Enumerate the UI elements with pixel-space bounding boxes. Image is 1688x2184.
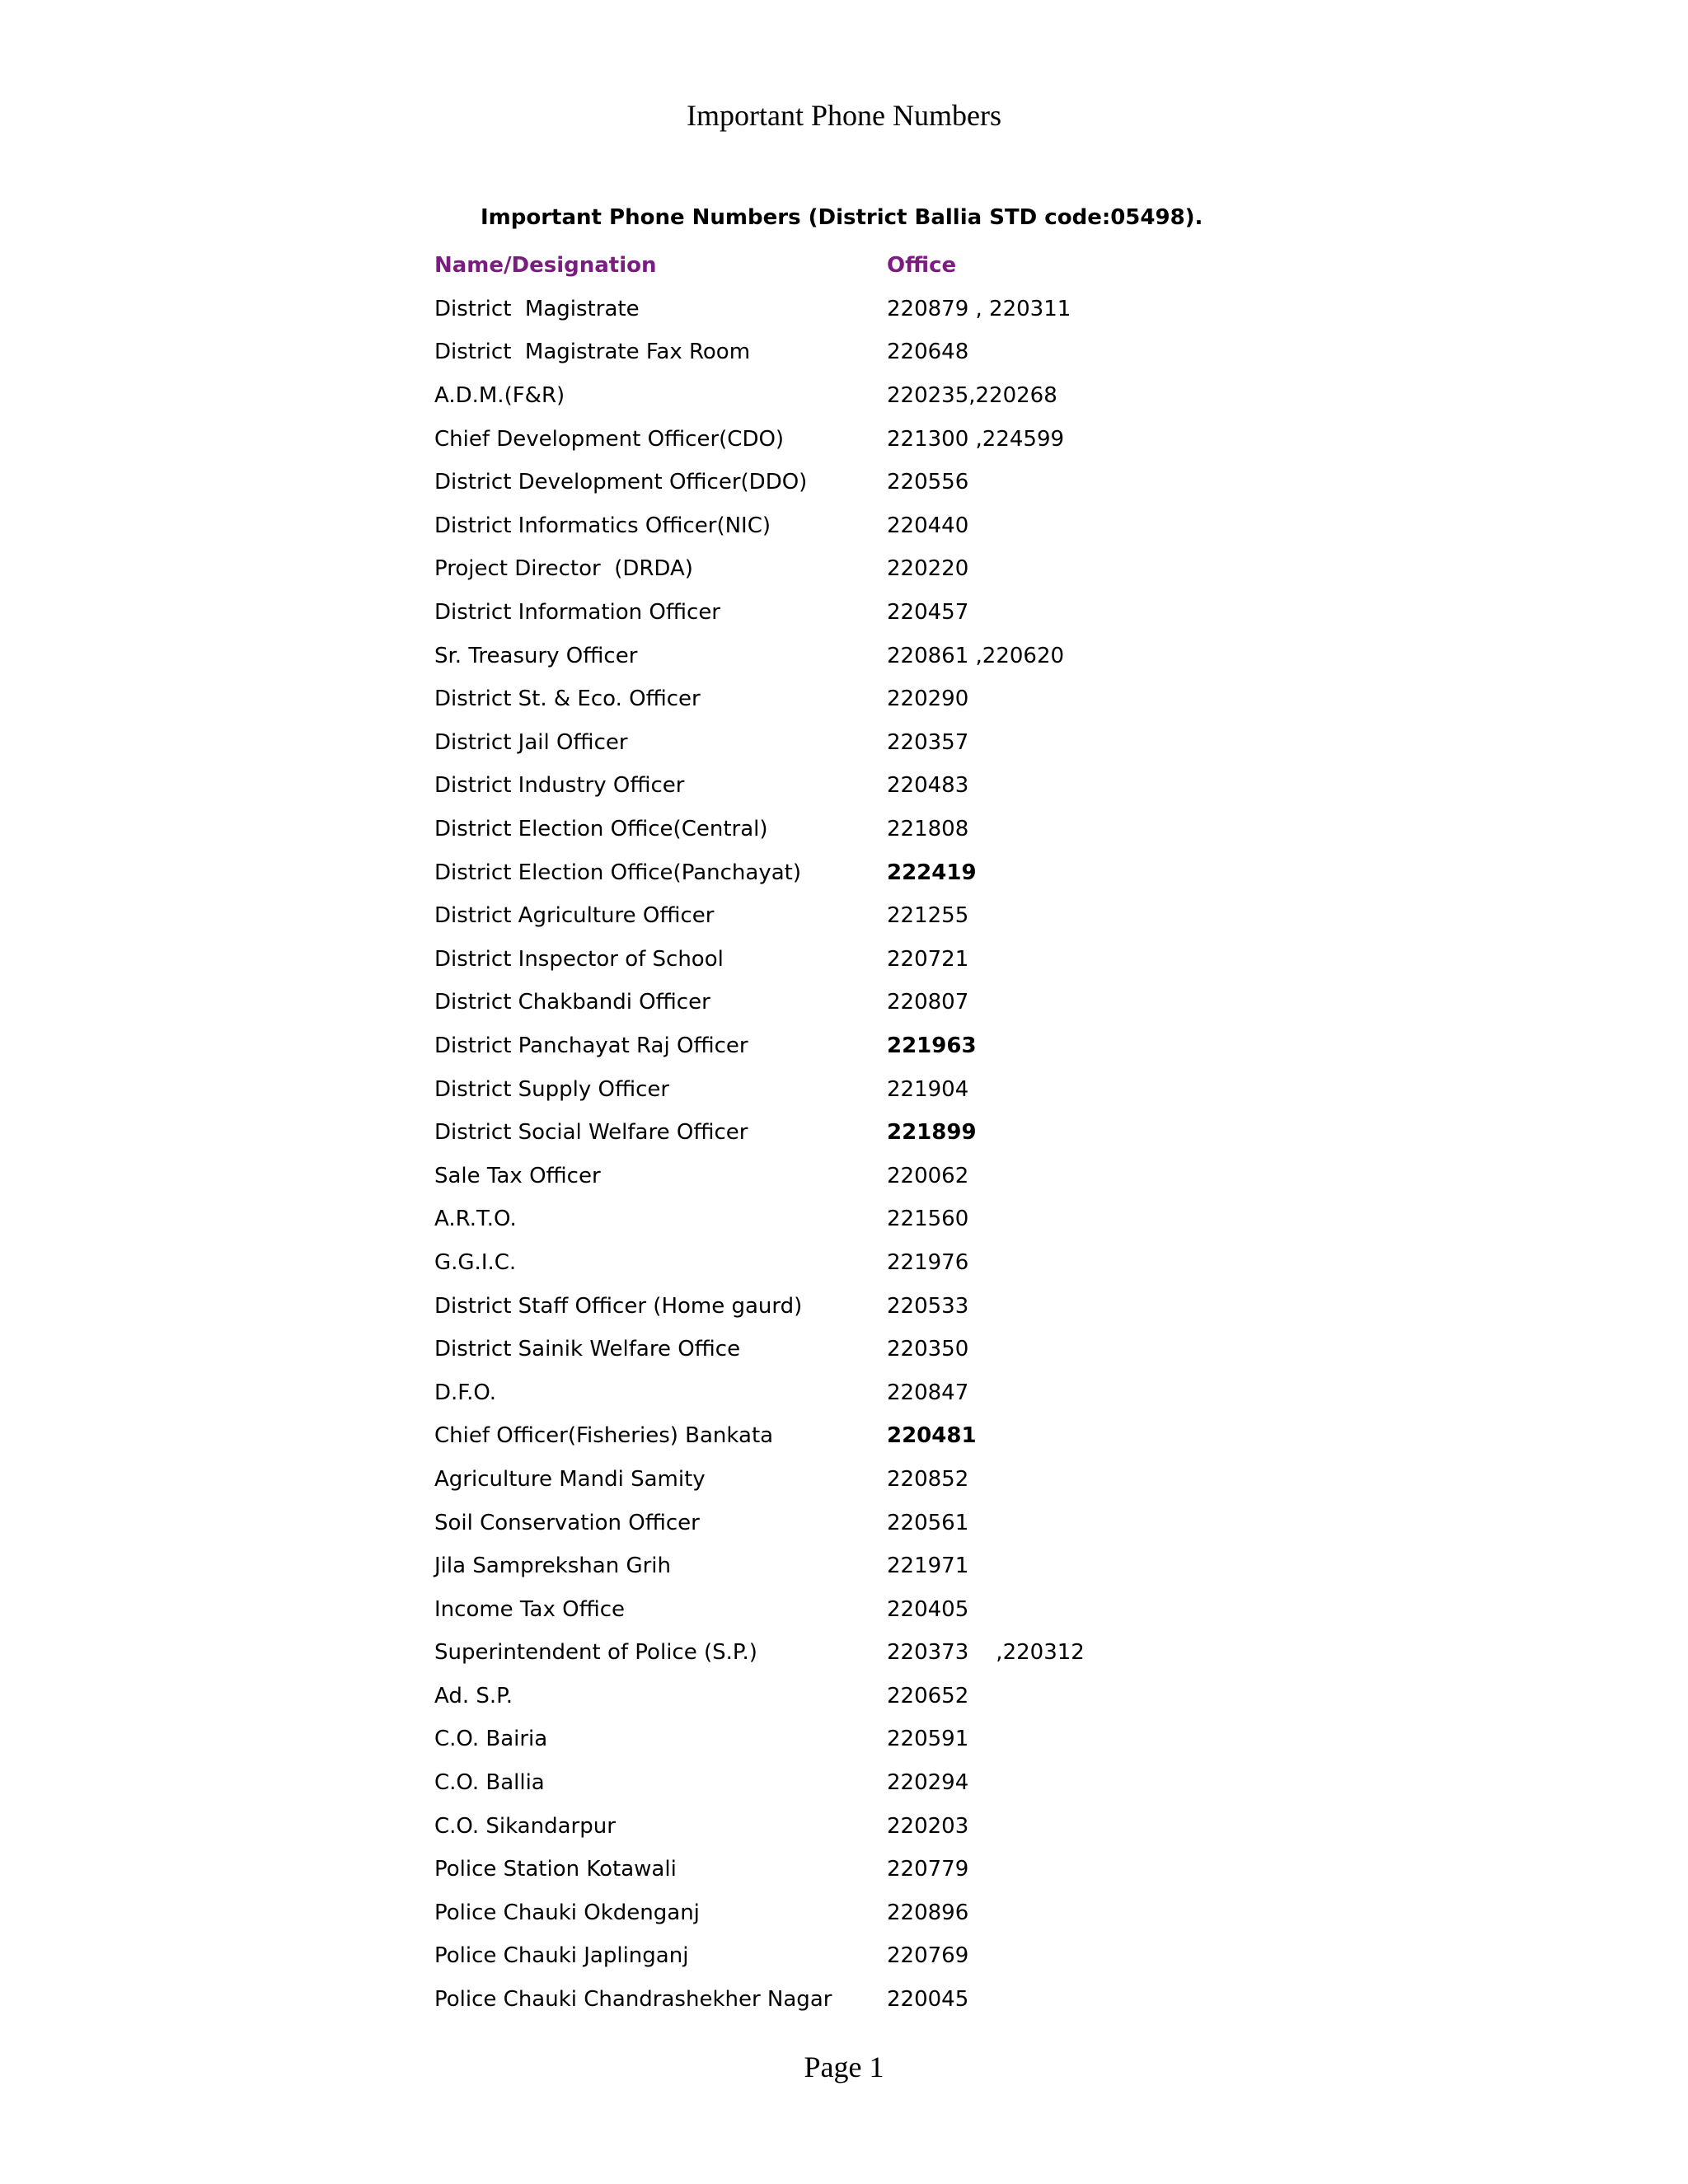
office-phone-cell: 222419	[887, 860, 977, 885]
designation-cell: District Election Office(Central)	[434, 817, 768, 842]
designation-cell: Agriculture Mandi Samity	[434, 1466, 706, 1492]
designation-cell: C.O. Bairia	[434, 1727, 548, 1752]
table-row	[434, 1458, 1217, 1502]
designation-cell: District Election Office(Panchayat)	[434, 860, 801, 885]
office-phone-cell: 220294	[887, 1770, 969, 1796]
table-heading: Important Phone Numbers (District Ballia STD code:05498).	[481, 205, 1203, 230]
office-phone-cell: 220721	[887, 946, 969, 972]
office-phone-cell: 220652	[887, 1683, 969, 1708]
table-row	[434, 1371, 1217, 1414]
table-row	[434, 894, 1217, 938]
designation-cell: D.F.O.	[434, 1380, 497, 1405]
table-row	[434, 1284, 1217, 1328]
table-row	[434, 1414, 1217, 1458]
designation-cell: District Development Officer(DDO)	[434, 470, 808, 495]
office-phone-cell: 221899	[887, 1120, 977, 1146]
table-row	[434, 1501, 1217, 1544]
page-title: Important Phone Numbers	[687, 99, 1001, 132]
table-row	[434, 1328, 1217, 1371]
table-row	[434, 938, 1217, 982]
column-header-office: Office	[887, 253, 957, 279]
table-row	[434, 1197, 1217, 1241]
table-row	[434, 547, 1217, 591]
office-phone-cell: 220350	[887, 1337, 969, 1362]
table-row	[434, 1587, 1217, 1631]
office-phone-cell: 220879 , 220311	[887, 296, 1071, 321]
table-row	[434, 1544, 1217, 1588]
table-row	[434, 677, 1217, 721]
designation-cell: District Supply Officer	[434, 1076, 670, 1102]
designation-cell: A.R.T.O.	[434, 1207, 517, 1232]
table-header-row	[434, 244, 1217, 288]
designation-cell: C.O. Sikandarpur	[434, 1813, 616, 1839]
designation-cell: Soil Conservation Officer	[434, 1510, 700, 1535]
office-phone-cell: 220556	[887, 470, 969, 495]
office-phone-cell: 220861 ,220620	[887, 643, 1065, 668]
office-phone-cell: 221976	[887, 1249, 969, 1275]
designation-cell: Income Tax Office	[434, 1596, 625, 1622]
office-phone-cell: 220847	[887, 1380, 969, 1405]
designation-cell: Jila Samprekshan Grih	[434, 1554, 671, 1579]
table-row	[434, 764, 1217, 808]
table-row	[434, 374, 1217, 418]
designation-cell: District Social Welfare Officer	[434, 1120, 748, 1146]
table-row	[434, 1848, 1217, 1891]
table-row	[434, 1675, 1217, 1718]
office-phone-cell: 221300 ,224599	[887, 426, 1065, 452]
office-phone-cell: 221971	[887, 1554, 969, 1579]
designation-cell: District Magistrate	[434, 296, 640, 321]
designation-cell: Police Station Kotawali	[434, 1857, 677, 1882]
designation-cell: A.D.M.(F&R)	[434, 383, 565, 409]
table-row	[434, 591, 1217, 635]
office-phone-cell: 220769	[887, 1943, 969, 1969]
designation-cell: District Panchayat Raj Officer	[434, 1033, 748, 1058]
office-phone-cell: 220203	[887, 1813, 969, 1839]
designation-cell: Sr. Treasury Officer	[434, 643, 638, 668]
office-phone-cell: 220045	[887, 1987, 969, 2013]
table-row	[434, 808, 1217, 851]
designation-cell: District St. & Eco. Officer	[434, 687, 701, 712]
table-row	[434, 634, 1217, 677]
table-row	[434, 1891, 1217, 1935]
phone-table	[434, 244, 1217, 2021]
office-phone-cell: 220481	[887, 1423, 977, 1449]
designation-cell: District Staff Officer (Home gaurd)	[434, 1293, 803, 1319]
designation-cell: District Informatics Officer(NIC)	[434, 513, 771, 538]
designation-cell: G.G.I.C.	[434, 1249, 517, 1275]
table-row	[434, 1111, 1217, 1155]
office-phone-cell: 220062	[887, 1163, 969, 1188]
designation-cell: Chief Development Officer(CDO)	[434, 426, 785, 452]
designation-cell: District Chakbandi Officer	[434, 990, 710, 1015]
office-phone-cell: 220591	[887, 1727, 969, 1752]
office-phone-cell: 220779	[887, 1857, 969, 1882]
designation-cell: Police Chauki Japlinganj	[434, 1943, 689, 1969]
office-phone-cell: 220852	[887, 1466, 969, 1492]
office-phone-cell: 221904	[887, 1076, 969, 1102]
designation-cell: Ad. S.P.	[434, 1683, 513, 1708]
table-body	[434, 288, 1217, 2022]
designation-cell: Police Chauki Okdenganj	[434, 1900, 700, 1925]
office-phone-cell: 220440	[887, 513, 969, 538]
designation-cell: District Agriculture Officer	[434, 903, 715, 929]
table-row	[434, 1978, 1217, 2022]
office-phone-cell: 220483	[887, 773, 969, 799]
office-phone-cell: 220235,220268	[887, 383, 1057, 409]
table-row	[434, 1804, 1217, 1848]
office-phone-cell: 220807	[887, 990, 969, 1015]
column-header-name: Name/Designation	[434, 253, 657, 279]
table-row	[434, 1154, 1217, 1197]
table-row	[434, 1067, 1217, 1111]
office-phone-cell: 221255	[887, 903, 969, 929]
designation-cell: District Inspector of School	[434, 946, 724, 972]
designation-cell: District Industry Officer	[434, 773, 685, 799]
table-row	[434, 1761, 1217, 1805]
table-row	[434, 1631, 1217, 1675]
designation-cell: District Magistrate Fax Room	[434, 340, 751, 365]
office-phone-cell: 220457	[887, 600, 969, 626]
office-phone-cell: 220561	[887, 1510, 969, 1535]
designation-cell: Sale Tax Officer	[434, 1163, 601, 1188]
table-row	[434, 504, 1217, 548]
office-phone-cell: 220648	[887, 340, 969, 365]
office-phone-cell: 220290	[887, 687, 969, 712]
table-row	[434, 330, 1217, 374]
page-number: Page 1	[804, 2050, 884, 2083]
designation-cell: Police Chauki Chandrashekher Nagar	[434, 1987, 832, 2013]
designation-cell: Superintendent of Police (S.P.)	[434, 1640, 757, 1666]
office-phone-cell: 220405	[887, 1596, 969, 1622]
designation-cell: District Jail Officer	[434, 729, 628, 755]
office-phone-cell: 220896	[887, 1900, 969, 1925]
table-row	[434, 1934, 1217, 1978]
designation-cell: Project Director (DRDA)	[434, 556, 693, 582]
table-row	[434, 851, 1217, 894]
table-row	[434, 1241, 1217, 1285]
table-row	[434, 981, 1217, 1024]
table-row	[434, 1024, 1217, 1068]
table-row	[434, 721, 1217, 765]
table-row	[434, 461, 1217, 504]
designation-cell: District Information Officer	[434, 600, 721, 626]
table-row	[434, 417, 1217, 461]
designation-cell: Chief Officer(Fisheries) Bankata	[434, 1423, 774, 1449]
office-phone-cell: 221560	[887, 1207, 969, 1232]
office-phone-cell: 220533	[887, 1293, 969, 1319]
designation-cell: C.O. Ballia	[434, 1770, 545, 1796]
table-row	[434, 1718, 1217, 1761]
office-phone-cell: 221963	[887, 1033, 977, 1058]
designation-cell: District Sainik Welfare Office	[434, 1337, 741, 1362]
office-phone-cell: 221808	[887, 817, 969, 842]
office-phone-cell: 220357	[887, 729, 969, 755]
table-row	[434, 288, 1217, 331]
office-phone-cell: 220373 ,220312	[887, 1640, 1085, 1666]
office-phone-cell: 220220	[887, 556, 969, 582]
